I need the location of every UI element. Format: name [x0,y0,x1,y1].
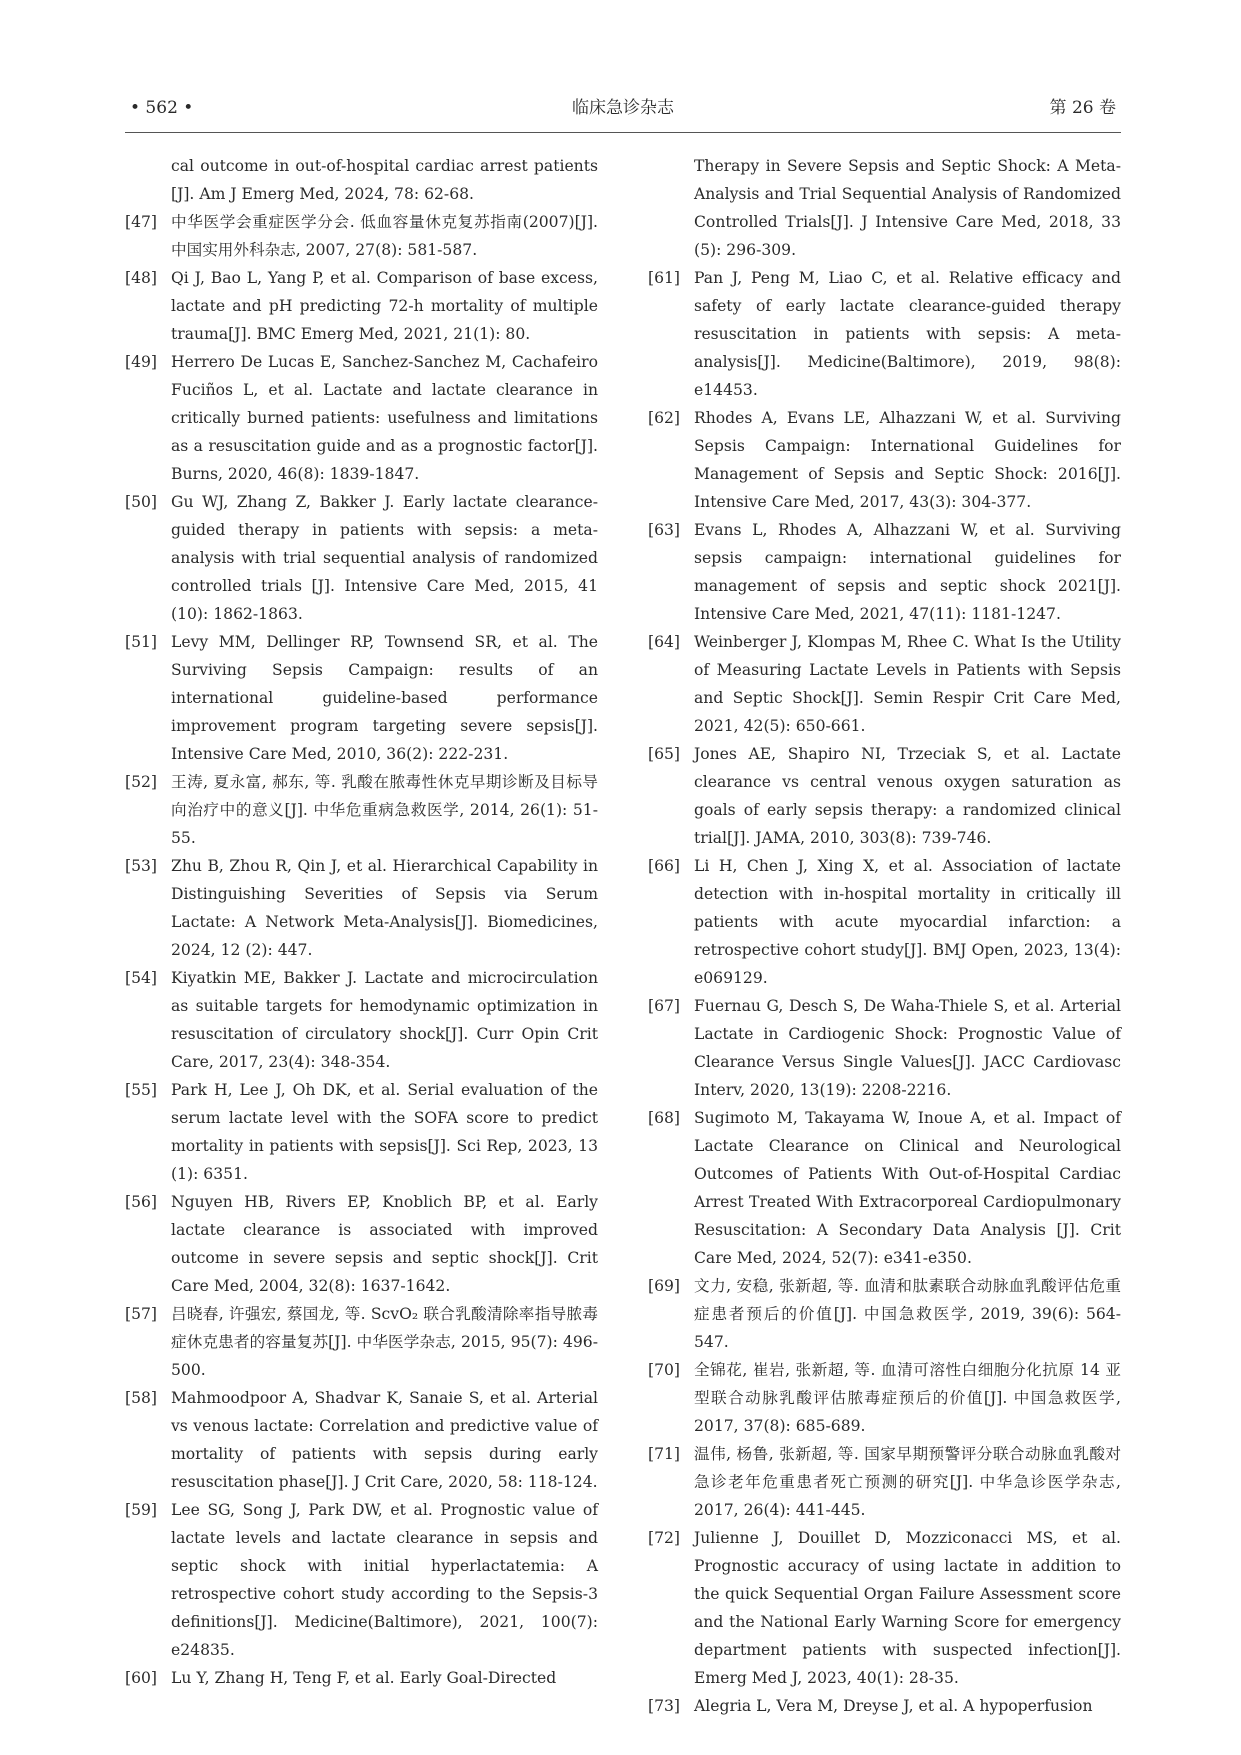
reference-number: [68] [648,1109,681,1127]
reference-number: [58] [125,1389,158,1407]
right-reference-column [648,152,1121,1720]
reference-entry [648,628,1121,740]
reference-number: [49] [125,353,158,371]
reference-text: 全锦花, 崔岩, 张新超, 等. 血清可溶性白细胞分化抗原 14 亚型联合动脉乳酸评估脓毒症预后的价值[J]. 中国急救医学, 2017, 37(8): 685-689. [694,1361,1121,1435]
volume-label: 第 26 卷 [1049,98,1116,118]
reference-number: [48] [125,269,158,287]
reference-entry [125,852,598,964]
reference-entry [125,1664,598,1692]
left-reference-column [125,152,598,1692]
reference-text: Zhu B, Zhou R, Qin J, et al. Hierarchical Capability in Distinguishing Severities of Sepsis via Serum Lactate: A Network Meta-Analysis[J]. Biomedicines, 2024, 12 (2): 447. [171,857,598,959]
reference-entry [648,1356,1121,1440]
reference-entry [125,348,598,488]
reference-entry [125,208,598,264]
reference-number: [47] [125,213,158,231]
reference-number: [53] [125,857,158,875]
reference-text: 吕晓春, 许强宏, 蔡国龙, 等. ScvO₂ 联合乳酸清除率指导脓毒症休克患者的容量复苏[J]. 中华医学杂志, 2015, 95(7): 496-500. [171,1305,598,1379]
header-rule [125,132,1121,133]
reference-text: Jones AE, Shapiro NI, Trzeciak S, et al. Lactate clearance vs central venous oxygen saturation as goals of early sepsis therapy: a randomized clinical trial[J]. JAMA, 2010, 303(8): 739-746. [694,745,1121,847]
reference-text: Park H, Lee J, Oh DK, et al. Serial evaluation of the serum lactate level with the SOFA score to predict mortality in patients with sepsis[J]. Sci Rep, 2023, 13 (1): 6351. [171,1081,598,1183]
reference-text: Lu Y, Zhang H, Teng F, et al. Early Goal-Directed [171,1669,557,1687]
reference-number: [63] [648,521,681,539]
reference-entry [125,488,598,628]
reference-entry [648,152,1121,264]
reference-number: [62] [648,409,681,427]
reference-number: [64] [648,633,681,651]
reference-text: Rhodes A, Evans LE, Alhazzani W, et al. Surviving Sepsis Campaign: International Guidelines for Management of Sepsis and Septic Shock: 2016[J]. Intensive Care Med, 2017, 43(3): 304-377. [694,409,1121,511]
reference-number: [54] [125,969,158,987]
reference-entry [125,768,598,852]
reference-number: [69] [648,1277,681,1295]
reference-text: Pan J, Peng M, Liao C, et al. Relative efficacy and safety of early lactate clearance-guided therapy resuscitation in patients with sepsis: A meta-analysis[J]. Medicine(Baltimore), 2019, 98(8): e14453. [694,269,1121,399]
reference-text: Li H, Chen J, Xing X, et al. Association of lactate detection with in-hospital mortality in critically ill patients with acute myocardial infarction: a retrospective cohort study[J]. BMJ Open, 2023, 13(4): e069129. [694,857,1121,987]
reference-entry [125,1188,598,1300]
reference-entry [125,1496,598,1664]
reference-text: Fuernau G, Desch S, De Waha-Thiele S, et al. Arterial Lactate in Cardiogenic Shock: Prognostic Value of Clearance Versus Single Values[J]. JACC Cardiovasc Interv, 2020, 13(19): 2208-2216. [694,997,1121,1099]
reference-number: [52] [125,773,158,791]
reference-number: [65] [648,745,681,763]
reference-text: Lee SG, Song J, Park DW, et al. Prognostic value of lactate levels and lactate clearance in sepsis and septic shock with initial hyperlactatemia: A retrospective cohort study according to the Sepsis-3 definitions[J]. Medicine(Baltimore), 2021, 100(7): e24835. [171,1501,598,1659]
journal-title: 临床急诊杂志 [572,98,674,118]
reference-number: [50] [125,493,158,511]
reference-entry [125,628,598,768]
reference-text: 文力, 安稳, 张新超, 等. 血清和肽素联合动脉血乳酸评估危重症患者预后的价值[J]. 中国急救医学, 2019, 39(6): 564-547. [694,1277,1121,1351]
reference-text: Weinberger J, Klompas M, Rhee C. What Is the Utility of Measuring Lactate Levels in Patients with Sepsis and Septic Shock[J]. Semin Respir Crit Care Med, 2021, 42(5): 650-661. [694,633,1121,735]
reference-number: [55] [125,1081,158,1099]
reference-entry [648,740,1121,852]
reference-number: [56] [125,1193,158,1211]
reference-entry [648,1272,1121,1356]
reference-entry [648,264,1121,404]
reference-text: Evans L, Rhodes A, Alhazzani W, et al. Surviving sepsis campaign: international guidelines for management of sepsis and septic shock 2021[J]. Intensive Care Med, 2021, 47(11): 1181-1247. [694,521,1121,623]
reference-text: Gu WJ, Zhang Z, Bakker J. Early lactate clearance-guided therapy in patients with sepsis: a meta-analysis with trial sequential analysis of randomized controlled trials [J]. Intensive Care Med, 2015, 41 (10): 1862-1863. [171,493,598,623]
reference-entry [648,1440,1121,1524]
reference-text: Julienne J, Douillet D, Mozziconacci MS, et al. Prognostic accuracy of using lactate in addition to the quick Sequential Organ Failure Assessment score and the National Early Warning Score for emergency department patients with suspected infection[J]. Emerg Med J, 2023, 40(1): 28-35. [694,1529,1121,1687]
reference-text: Therapy in Severe Sepsis and Septic Shock: A Meta-Analysis and Trial Sequential Analysis of Randomized Controlled Trials[J]. J Intensive Care Med, 2018, 33 (5): 296-309. [694,157,1121,259]
reference-entry [125,1076,598,1188]
reference-entry [648,852,1121,992]
reference-entry [648,404,1121,516]
reference-text: Herrero De Lucas E, Sanchez-Sanchez M, Cachafeiro Fuciños L, et al. Lactate and lactate clearance in critically burned patients: usefulness and limitations as a resuscitation guide and as a prognostic factor[J]. Burns, 2020, 46(8): 1839-1847. [171,353,598,483]
reference-text: Qi J, Bao L, Yang P, et al. Comparison of base excess, lactate and pH predicting 72-h mortality of multiple trauma[J]. BMC Emerg Med, 2021, 21(1): 80. [171,269,598,343]
running-header [125,98,1121,128]
reference-number: [57] [125,1305,158,1323]
reference-text: Alegria L, Vera M, Dreyse J, et al. A hypoperfusion [694,1697,1093,1715]
reference-entry [125,264,598,348]
reference-text: 温伟, 杨鲁, 张新超, 等. 国家早期预警评分联合动脉血乳酸对急诊老年危重患者死亡预测的研究[J]. 中华急诊医学杂志, 2017, 26(4): 441-445. [694,1445,1121,1519]
reference-number: [71] [648,1445,681,1463]
reference-number: [59] [125,1501,158,1519]
reference-text: Nguyen HB, Rivers EP, Knoblich BP, et al. Early lactate clearance is associated with improved outcome in severe sepsis and septic shock[J]. Crit Care Med, 2004, 32(8): 1637-1642. [171,1193,598,1295]
reference-number: [66] [648,857,681,875]
reference-entry [125,1300,598,1384]
reference-entry [648,516,1121,628]
page-number: • 562 • [130,98,194,118]
reference-text: cal outcome in out-of-hospital cardiac arrest patients [J]. Am J Emerg Med, 2024, 78: 62-68. [171,157,598,203]
reference-entry [648,992,1121,1104]
reference-number: [60] [125,1669,158,1687]
reference-text: 王涛, 夏永富, 郝东, 等. 乳酸在脓毒性休克早期诊断及目标导向治疗中的意义[J]. 中华危重病急救医学, 2014, 26(1): 51-55. [171,773,598,847]
reference-entry [125,964,598,1076]
reference-text: Kiyatkin ME, Bakker J. Lactate and microcirculation as suitable targets for hemodynamic optimization in resuscitation of circulatory shock[J]. Curr Opin Crit Care, 2017, 23(4): 348-354. [171,969,598,1071]
reference-number: [72] [648,1529,681,1547]
reference-number: [61] [648,269,681,287]
reference-entry [648,1104,1121,1272]
reference-number: [70] [648,1361,681,1379]
reference-text: Levy MM, Dellinger RP, Townsend SR, et al. The Surviving Sepsis Campaign: results of an international guideline-based performance improvement program targeting severe sepsis[J]. Intensive Care Med, 2010, 36(2): 222-231. [171,633,598,763]
reference-entry [648,1692,1121,1720]
reference-text: 中华医学会重症医学分会. 低血容量休克复苏指南(2007)[J]. 中国实用外科杂志, 2007, 27(8): 581-587. [171,213,598,259]
reference-entry [125,152,598,208]
reference-text: Mahmoodpoor A, Shadvar K, Sanaie S, et al. Arterial vs venous lactate: Correlation and predictive value of mortality of patients with sepsis during early resuscitation phase[J]. J Crit Care, 2020, 58: 118-124. [171,1389,598,1491]
reference-number: [51] [125,633,158,651]
reference-number: [67] [648,997,681,1015]
reference-entry [125,1384,598,1496]
reference-text: Sugimoto M, Takayama W, Inoue A, et al. Impact of Lactate Clearance on Clinical and Neurological Outcomes of Patients With Out-of-Hospital Cardiac Arrest Treated With Extracorporeal Cardiopulmonary Resuscitation: A Secondary Data Analysis [J]. Crit Care Med, 2024, 52(7): e341-e350. [694,1109,1121,1267]
reference-entry [648,1524,1121,1692]
reference-number: [73] [648,1697,681,1715]
